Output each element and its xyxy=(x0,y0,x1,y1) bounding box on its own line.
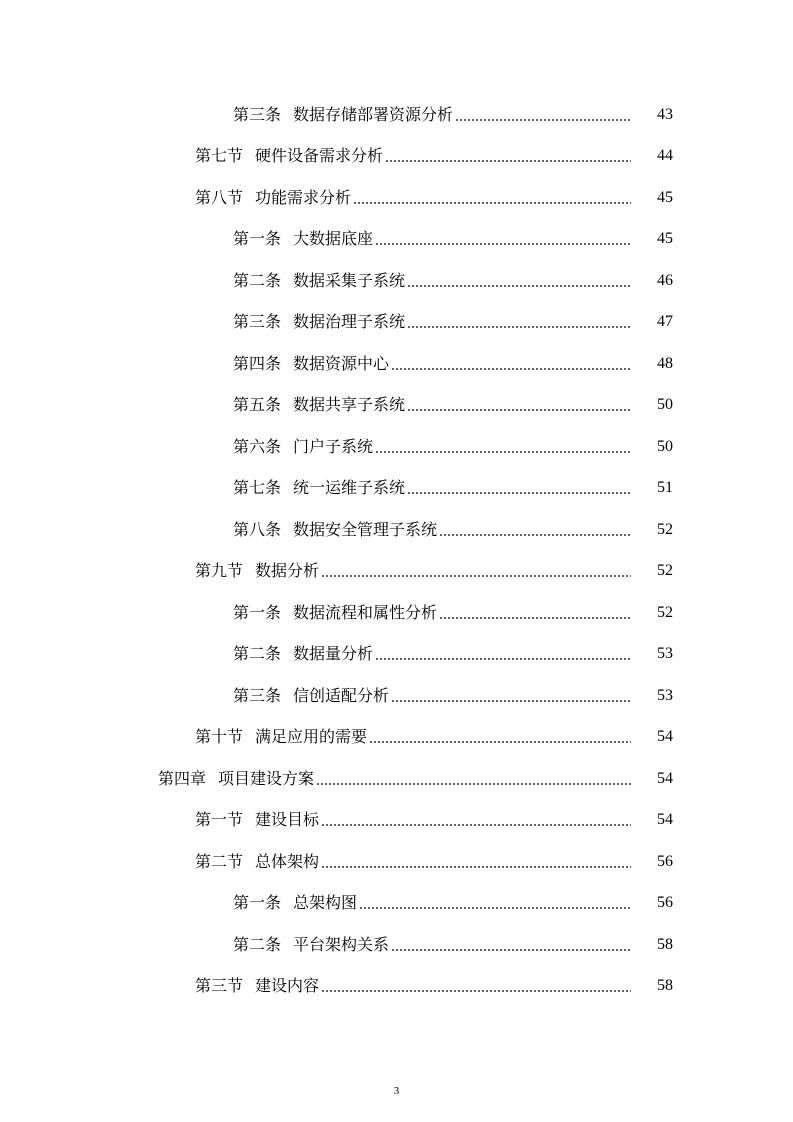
toc-entry-page: 50 xyxy=(657,396,673,414)
toc-entry-title: 数据流程和属性分析 xyxy=(293,602,438,622)
toc-entry-page: 56 xyxy=(657,894,673,912)
toc-entry-title: 数据分析 xyxy=(255,561,320,581)
toc-dot-leader xyxy=(391,368,631,370)
toc-entry-title: 建设目标 xyxy=(255,810,320,830)
toc-entry[interactable] xyxy=(0,177,793,219)
toc-dot-leader xyxy=(353,202,631,204)
toc-entry-number: 第七条 xyxy=(233,478,282,498)
toc-entry-number: 第九节 xyxy=(195,561,244,581)
toc-entry[interactable] xyxy=(0,966,793,1008)
toc-dot-leader xyxy=(375,451,631,453)
toc-dot-leader xyxy=(359,907,631,909)
toc-dot-leader xyxy=(391,700,631,702)
toc-entry-number: 第二条 xyxy=(233,934,282,954)
toc-entry-number: 第一节 xyxy=(195,810,244,830)
toc-dot-leader xyxy=(316,783,631,785)
toc-entry[interactable] xyxy=(0,302,793,344)
toc-entry-page: 43 xyxy=(657,105,673,123)
toc-entry-page: 48 xyxy=(657,354,673,372)
toc-entry-title: 数据量分析 xyxy=(293,644,374,664)
toc-dot-leader xyxy=(455,119,631,121)
toc-entry-page: 54 xyxy=(657,728,673,746)
toc-entry-title: 总架构图 xyxy=(293,893,358,913)
toc-dot-leader xyxy=(439,617,631,619)
toc-entry-number: 第四章 xyxy=(158,768,207,788)
toc-entry[interactable] xyxy=(0,800,793,842)
toc-entry-number: 第三节 xyxy=(195,976,244,996)
toc-entry[interactable] xyxy=(0,343,793,385)
toc-entry-title: 项目建设方案 xyxy=(218,768,315,788)
toc-entry-page: 44 xyxy=(657,147,673,165)
toc-dot-leader xyxy=(321,990,631,992)
toc-entry[interactable] xyxy=(0,883,793,925)
toc-entry[interactable] xyxy=(0,426,793,468)
toc-entry-page: 45 xyxy=(657,230,673,248)
toc-entry-title: 数据采集子系统 xyxy=(293,270,406,290)
toc-entry-number: 第三条 xyxy=(233,104,282,124)
toc-entry[interactable] xyxy=(0,675,793,717)
toc-entry[interactable] xyxy=(0,260,793,302)
toc-entry[interactable] xyxy=(0,385,793,427)
toc-entry-page: 52 xyxy=(657,603,673,621)
toc-entry-number: 第四条 xyxy=(233,353,282,373)
toc-entry[interactable] xyxy=(0,219,793,261)
toc-entry-title: 满足应用的需要 xyxy=(255,727,368,747)
toc-dot-leader xyxy=(407,492,631,494)
toc-entry-number: 第五条 xyxy=(233,395,282,415)
toc-entry-number: 第八节 xyxy=(195,187,244,207)
toc-entry-page: 53 xyxy=(657,686,673,704)
toc-entry-title: 功能需求分析 xyxy=(255,187,352,207)
toc-entry-title: 平台架构关系 xyxy=(293,934,390,954)
toc-entry-number: 第八条 xyxy=(233,519,282,539)
toc-entry-title: 数据资源中心 xyxy=(293,353,390,373)
toc-entry-title: 数据共享子系统 xyxy=(293,395,406,415)
toc-entry[interactable] xyxy=(0,94,793,136)
toc-entry[interactable] xyxy=(0,468,793,510)
toc-dot-leader xyxy=(407,285,631,287)
toc-dot-leader xyxy=(321,824,631,826)
toc-dot-leader xyxy=(375,658,631,660)
toc-entry-title: 建设内容 xyxy=(255,976,320,996)
toc-entry[interactable] xyxy=(0,592,793,634)
toc-entry-number: 第一条 xyxy=(233,229,282,249)
toc-entry-page: 46 xyxy=(657,271,673,289)
toc-entry-title: 大数据底座 xyxy=(293,229,374,249)
toc-entry-page: 47 xyxy=(657,313,673,331)
toc-entry-number: 第六条 xyxy=(233,436,282,456)
toc-dot-leader xyxy=(439,534,631,536)
toc-entry-page: 45 xyxy=(657,188,673,206)
toc-dot-leader xyxy=(369,741,631,743)
toc-entry-page: 58 xyxy=(657,977,673,995)
toc-entry[interactable] xyxy=(0,509,793,551)
toc-dot-leader xyxy=(407,409,631,411)
table-of-contents xyxy=(0,94,793,1007)
toc-entry-number: 第三条 xyxy=(233,685,282,705)
toc-entry-number: 第三条 xyxy=(233,312,282,332)
page-number: 3 xyxy=(393,1085,400,1097)
toc-entry[interactable] xyxy=(0,924,793,966)
toc-entry[interactable] xyxy=(0,758,793,800)
toc-entry-page: 52 xyxy=(657,562,673,580)
toc-entry-page: 58 xyxy=(657,935,673,953)
toc-entry-title: 硬件设备需求分析 xyxy=(255,146,384,166)
toc-entry-title: 数据存储部署资源分析 xyxy=(293,104,454,124)
toc-entry-title: 总体架构 xyxy=(255,851,320,871)
toc-entry-title: 数据治理子系统 xyxy=(293,312,406,332)
toc-entry-page: 54 xyxy=(657,769,673,787)
toc-entry[interactable] xyxy=(0,717,793,759)
toc-entry-page: 56 xyxy=(657,852,673,870)
toc-dot-leader xyxy=(407,326,631,328)
toc-entry-number: 第一条 xyxy=(233,602,282,622)
toc-entry[interactable] xyxy=(0,136,793,178)
toc-entry-number: 第二条 xyxy=(233,270,282,290)
toc-entry[interactable] xyxy=(0,551,793,593)
toc-entry-number: 第二节 xyxy=(195,851,244,871)
toc-dot-leader xyxy=(321,575,631,577)
toc-entry-page: 51 xyxy=(657,479,673,497)
toc-dot-leader xyxy=(385,160,631,162)
toc-entry-title: 数据安全管理子系统 xyxy=(293,519,438,539)
toc-dot-leader xyxy=(375,243,631,245)
toc-entry-title: 信创适配分析 xyxy=(293,685,390,705)
toc-entry-page: 50 xyxy=(657,437,673,455)
toc-entry[interactable] xyxy=(0,634,793,676)
toc-dot-leader xyxy=(391,949,631,951)
toc-entry-number: 第十节 xyxy=(195,727,244,747)
toc-entry-page: 53 xyxy=(657,645,673,663)
toc-entry-number: 第一条 xyxy=(233,893,282,913)
toc-entry-number: 第七节 xyxy=(195,146,244,166)
toc-entry-title: 门户子系统 xyxy=(293,436,374,456)
toc-entry-page: 54 xyxy=(657,811,673,829)
toc-entry-number: 第二条 xyxy=(233,644,282,664)
toc-entry-title: 统一运维子系统 xyxy=(293,478,406,498)
toc-entry[interactable] xyxy=(0,841,793,883)
toc-entry-page: 52 xyxy=(657,520,673,538)
toc-dot-leader xyxy=(321,866,631,868)
